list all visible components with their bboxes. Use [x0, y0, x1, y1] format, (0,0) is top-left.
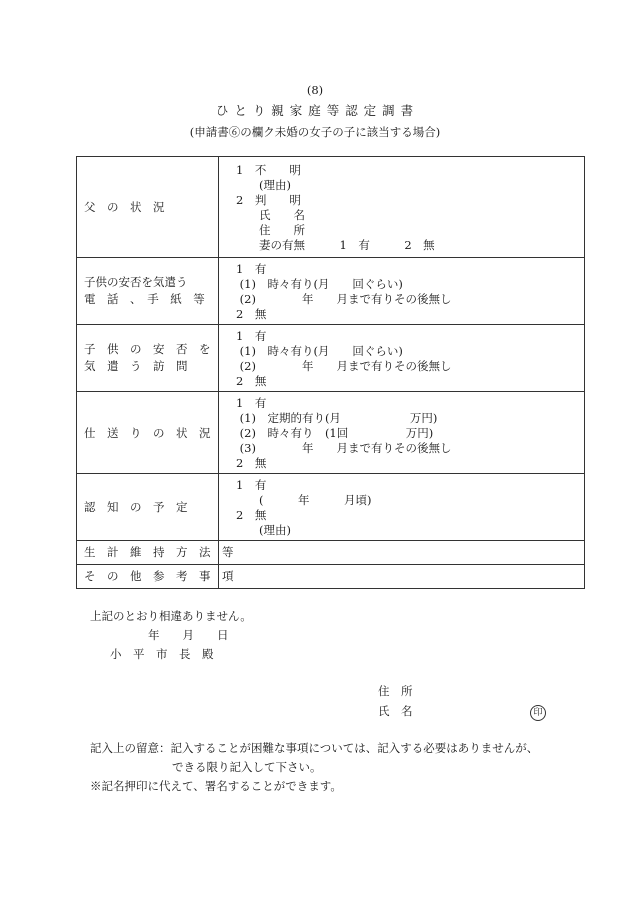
row-label-recognition: 認 知 の 予 定	[84, 500, 188, 514]
label-line: 電 話 、 手 紙 等	[84, 292, 205, 306]
row-label-livelihood: 生 計 維 持 方 法 等	[84, 545, 234, 559]
statement: 上記のとおり相違ありません。	[90, 609, 252, 623]
table-divider	[76, 540, 585, 541]
table-border-top	[76, 156, 585, 157]
content-line: (2) 年 月まで有りその後無し	[236, 359, 452, 373]
table-divider	[76, 324, 585, 325]
document-title: ひ と り 親 家 庭 等 認 定 調 書	[215, 103, 415, 118]
content-line: (3) 年 月まで有りその後無し	[236, 441, 452, 455]
content-line: ( 年 月頃)	[236, 493, 372, 507]
form-number: (8)	[306, 83, 324, 97]
label-line: 子 供 の 安 否 を	[84, 342, 211, 356]
table-divider	[76, 391, 585, 392]
content-line: 2 無	[236, 307, 267, 321]
name-label: 氏 名	[378, 704, 413, 718]
table-column-divider	[218, 156, 219, 589]
label-line: 気 遣 う 訪 問	[84, 359, 188, 373]
content-line: (1) 定期的有り(月 万円)	[236, 411, 438, 425]
label-line: 子供の安否を気遣う	[84, 275, 188, 289]
content-line: 妻の有無 1 有 2 無	[236, 238, 435, 252]
table-divider	[76, 257, 585, 258]
content-line: (理由)	[236, 178, 291, 192]
table-divider	[76, 473, 585, 474]
content-line: 住 所	[236, 223, 305, 237]
content-line: 1 有	[236, 478, 267, 492]
content-line: 2 無	[236, 508, 267, 522]
content-line: (理由)	[236, 523, 291, 537]
content-line: (1) 時々有り(月 回ぐらい)	[236, 277, 403, 291]
date-line: 年 月 日	[148, 628, 229, 642]
address-label: 住 所	[378, 684, 413, 698]
row-label-remittance: 仕 送 り の 状 況	[84, 426, 211, 440]
content-line: (2) 年 月まで有りその後無し	[236, 292, 452, 306]
seal-mark: 印	[530, 705, 546, 721]
note-line-1: 記入上の留意：記入することが困難な事項については、記入する必要はありませんが、	[90, 741, 539, 755]
other-notes-field[interactable]	[220, 566, 582, 586]
table-border-left	[76, 156, 77, 589]
content-line: 1 有	[236, 396, 267, 410]
note-line-3: ※記名押印に代えて、署名することができます。	[90, 779, 342, 793]
content-line: 2 無	[236, 456, 267, 470]
content-line: 1 不 明	[236, 163, 301, 177]
content-line: 1 有	[236, 329, 267, 343]
table-border-bottom	[76, 588, 585, 589]
note-line-2: できる限り記入して下さい。	[172, 760, 322, 774]
row-label-other-notes: そ の 他 参 考 事 項	[84, 569, 234, 583]
content-line: 2 無	[236, 374, 267, 388]
table-divider	[76, 564, 585, 565]
livelihood-field[interactable]	[220, 542, 582, 562]
content-line: (2) 時々有り (1回 万円)	[236, 426, 434, 440]
content-line: 2 判 明	[236, 193, 301, 207]
content-line: (1) 時々有り(月 回ぐらい)	[236, 344, 403, 358]
content-line: 1 有	[236, 262, 267, 276]
row-label-father-status: 父 の 状 況	[84, 200, 165, 214]
table-border-right	[584, 156, 585, 589]
addressee: 小 平 市 長 殿	[110, 647, 214, 661]
content-line: 氏 名	[236, 208, 305, 222]
document-subtitle: (申請書⑥の欄ク未婚の女子の子に該当する場合)	[189, 125, 441, 139]
